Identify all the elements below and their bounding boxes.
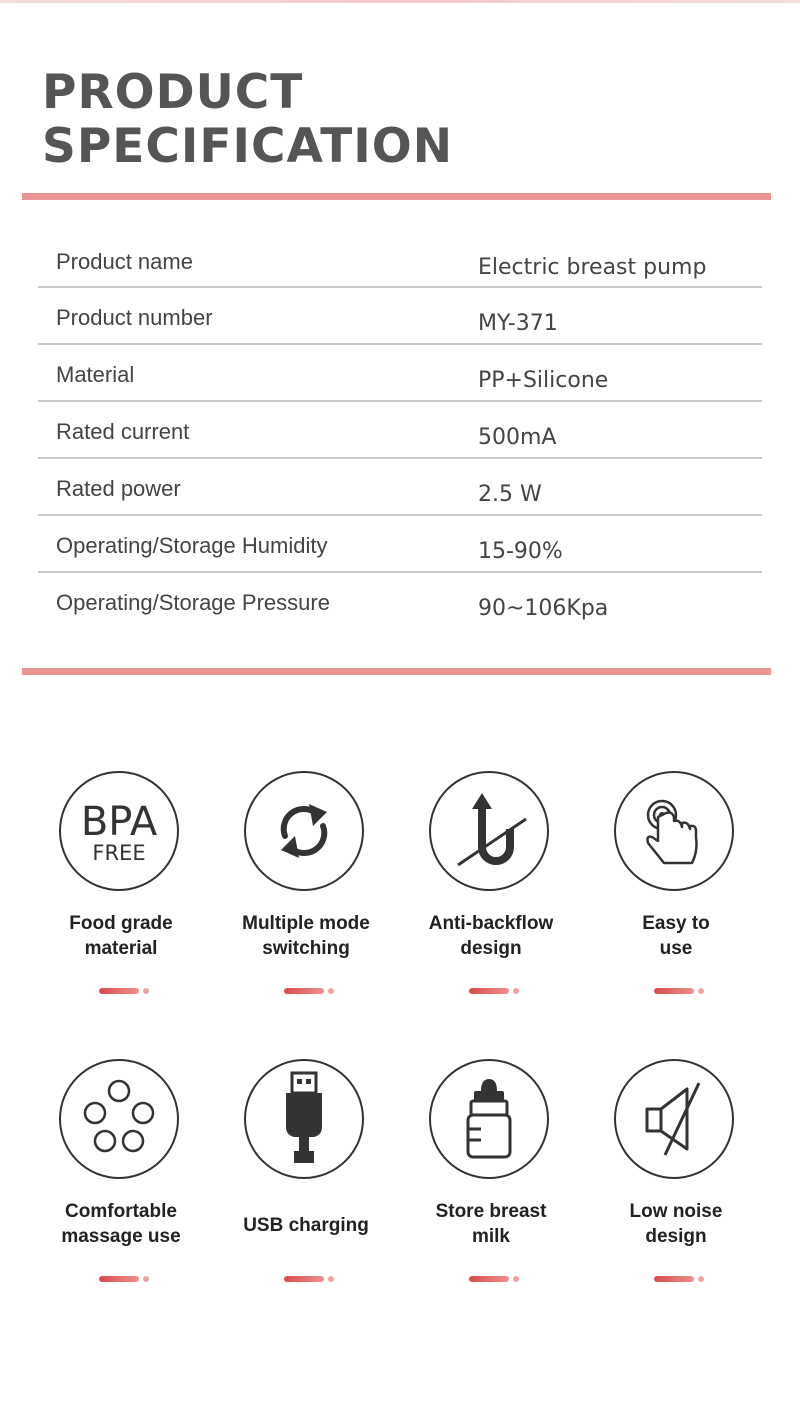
feature-caption xyxy=(584,911,768,961)
spec-label: Rated current xyxy=(56,419,190,444)
top-divider xyxy=(22,193,771,200)
feature-decoration xyxy=(99,1275,159,1283)
spec-row-material xyxy=(38,345,762,402)
feature-caption xyxy=(214,911,398,961)
spec-label: Material xyxy=(56,362,135,387)
feature-caption-line-2: material xyxy=(84,938,158,959)
feature-decoration xyxy=(654,1275,714,1283)
feature-caption xyxy=(29,911,213,961)
spec-row-pressure xyxy=(38,573,762,630)
free-icon-text: FREE xyxy=(92,841,146,865)
feature-decoration xyxy=(284,1275,344,1283)
feature-caption xyxy=(399,1199,583,1249)
spec-table xyxy=(38,232,762,630)
bottom-divider xyxy=(22,668,771,675)
anti-backflow-icon xyxy=(429,771,549,891)
feature-caption xyxy=(584,1199,768,1249)
massage-icon xyxy=(59,1059,179,1179)
switch-mode-icon xyxy=(244,771,364,891)
feature-caption-line-1: Low noise xyxy=(629,1201,723,1222)
spec-row-rated-power xyxy=(38,459,762,516)
top-edge-decoration xyxy=(0,0,800,3)
page-title-line-1: PRODUCT xyxy=(42,65,304,120)
feature-caption-line-1: Anti-backflow xyxy=(428,913,554,934)
feature-decoration xyxy=(469,1275,529,1283)
bpa-free-icon xyxy=(59,771,179,891)
feature-caption-line-1: Multiple mode xyxy=(242,913,370,934)
spec-value: PP+Silicone xyxy=(478,368,609,393)
spec-value: 500mA xyxy=(478,425,557,450)
page-title-line-2: SPECIFICATION xyxy=(42,119,454,174)
feature-caption-line-1: Easy to xyxy=(642,913,710,934)
spec-label: Product name xyxy=(56,249,193,274)
spec-value: MY-371 xyxy=(478,311,558,336)
spec-row-product-number xyxy=(38,288,762,345)
feature-caption xyxy=(214,1213,398,1238)
spec-row-product-name xyxy=(38,232,762,288)
spec-row-humidity xyxy=(38,516,762,573)
spec-value: 90~106Kpa xyxy=(478,596,609,621)
feature-caption xyxy=(29,1199,213,1249)
bottle-icon xyxy=(429,1059,549,1179)
feature-decoration xyxy=(284,987,344,995)
spec-label: Operating/Storage Humidity xyxy=(56,533,328,558)
spec-value: 15-90% xyxy=(478,539,563,564)
feature-caption-line-1: USB charging xyxy=(243,1215,369,1236)
feature-caption-line-2: switching xyxy=(262,938,350,959)
usb-icon xyxy=(244,1059,364,1179)
feature-caption-line-2: design xyxy=(460,938,522,959)
mute-speaker-icon xyxy=(614,1059,734,1179)
feature-caption-line-2: use xyxy=(659,938,693,959)
spec-label: Rated power xyxy=(56,476,181,501)
feature-caption-line-2: milk xyxy=(471,1226,511,1247)
feature-caption xyxy=(399,911,583,961)
feature-decoration xyxy=(99,987,159,995)
feature-caption-line-2: massage use xyxy=(61,1226,181,1247)
spec-label: Product number xyxy=(56,305,213,330)
touch-icon xyxy=(614,771,734,891)
feature-caption-line-1: Store breast xyxy=(435,1201,547,1222)
spec-value: Electric breast pump xyxy=(478,255,707,280)
feature-caption-line-1: Comfortable xyxy=(65,1201,177,1222)
feature-caption-line-2: design xyxy=(645,1226,707,1247)
spec-label: Operating/Storage Pressure xyxy=(56,590,330,615)
spec-row-rated-current xyxy=(38,402,762,459)
feature-decoration xyxy=(469,987,529,995)
page-title xyxy=(42,66,453,174)
spec-value: 2.5 W xyxy=(478,482,542,507)
feature-caption-line-1: Food grade xyxy=(69,913,173,934)
bpa-icon-text: BPA xyxy=(80,799,158,845)
feature-decoration xyxy=(654,987,714,995)
